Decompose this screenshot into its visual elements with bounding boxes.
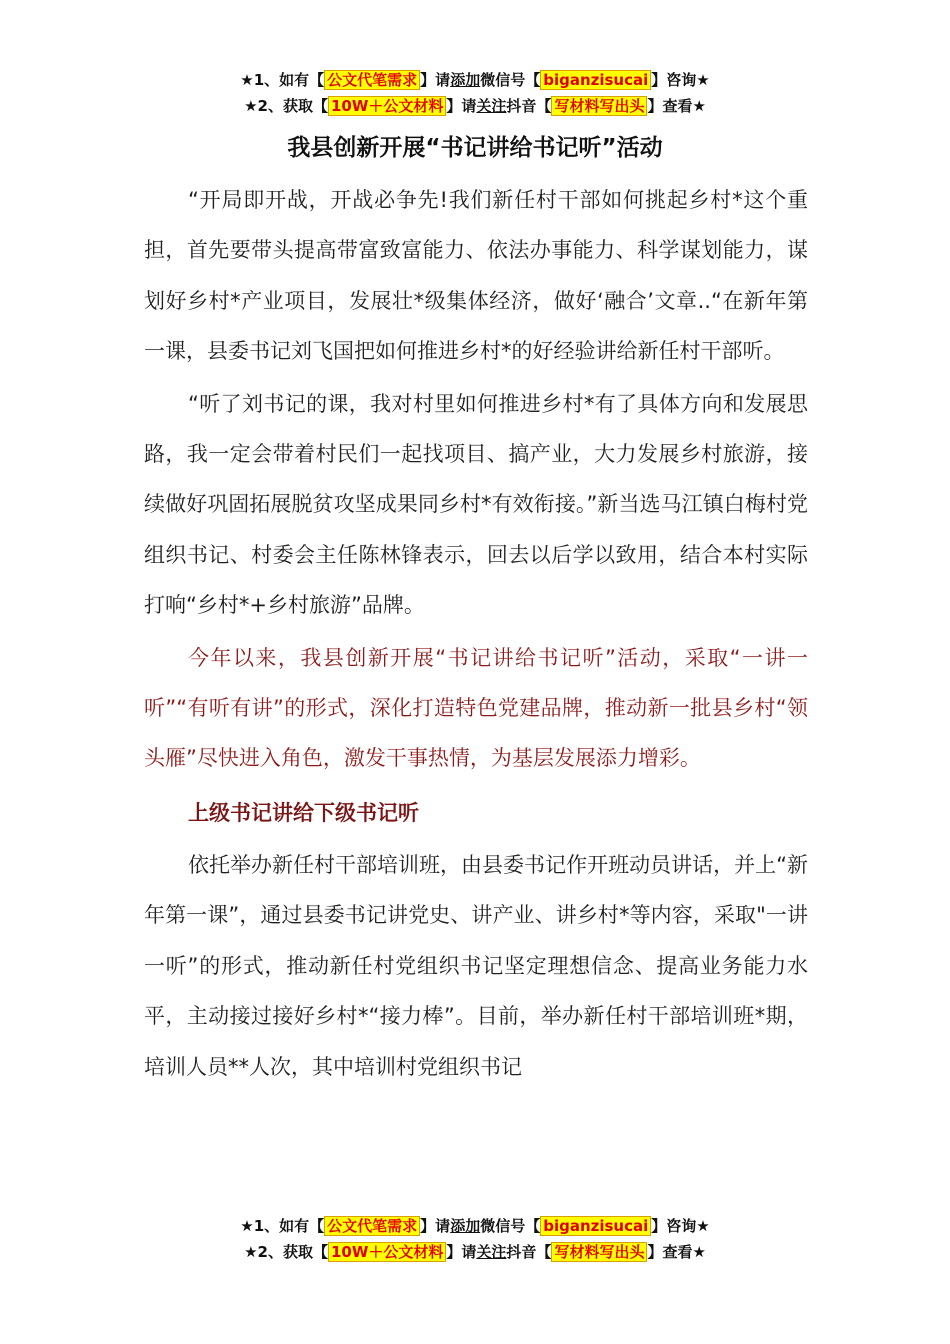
banner-text: 】请: [446, 97, 477, 115]
banner-highlight: 公文代笔需求: [324, 1216, 420, 1236]
banner-text: 微信号【: [480, 71, 541, 89]
banner-line-2: [0, 93, 950, 119]
banner-text: 微信号【: [480, 1217, 541, 1235]
banner-text: ★1、如有【: [240, 1217, 325, 1235]
banner-douyin-id: 写材料写出头: [551, 96, 647, 116]
footer-line-1: [0, 1213, 950, 1239]
footer-banner: [0, 1213, 950, 1265]
banner-text: ★1、如有【: [240, 71, 325, 89]
document-title: 我县创新开展“书记讲给书记听”活动: [287, 135, 663, 161]
banner-text: 】查看★: [647, 97, 706, 115]
banner-text: 】咨询★: [651, 1217, 710, 1235]
banner-highlight: 公文代笔需求: [324, 70, 420, 90]
section-heading-1: 上级书记讲给下级书记听: [188, 800, 419, 825]
header-banner: [0, 67, 950, 119]
banner-text: 】请: [420, 71, 451, 89]
banner-highlight: 10W＋公文材料: [328, 96, 446, 116]
banner-text: 抖音【: [506, 97, 552, 115]
banner-text: 】查看★: [647, 1243, 706, 1261]
banner-text: 】请: [420, 1217, 451, 1235]
banner-text: ★2、获取【: [244, 1243, 328, 1261]
banner-line-1: [0, 67, 950, 93]
banner-wechat-id: biganzisucai: [540, 70, 651, 90]
paragraph-3: 今年以来，我县创新开展“书记讲给书记听”活动，采取“一讲一听”“有听有讲”的形式，深化打造特色党建品牌，推动新一批县乡村“领头雁”尽快进入角色，激发干事热情，为基层发展添力增彩。: [144, 645, 808, 771]
banner-text: 】请: [446, 1243, 477, 1261]
banner-text: ★2、获取【: [244, 97, 328, 115]
banner-wechat-id: biganzisucai: [540, 1216, 651, 1236]
paragraph-1: “开局即开战，开战必争先!我们新任村干部如何挑起乡村*这个重担，首先要带头提高带富致富能力、依法办事能力、科学谋划能力，谋划好乡村*产业项目，发展壮*级集体经济，做好‘融合’文章..“在新年第一课，县委书记刘飞国把如何推进乡村*的好经验讲给新任村干部听。: [144, 188, 808, 364]
banner-text: 】咨询★: [651, 71, 710, 89]
banner-underline: 关注: [476, 97, 507, 115]
paragraph-4: 依托举办新任村干部培训班，由县委书记作开班动员讲话，并上“新年第一课”，通过县委书记讲党史、讲产业、讲乡村*等内容，采取"一讲一听”的形式，推动新任村党组织书记坚定理想信念、提高业务能力水平，主动接过接好乡村*“接力棒”。目前，举办新任村干部培训班*期，培训人员**人次，其中培训村党组织书记: [144, 852, 808, 1079]
document-body: [144, 175, 808, 1094]
banner-highlight: 10W＋公文材料: [328, 1242, 446, 1262]
banner-underline: 添加: [450, 1217, 481, 1235]
banner-douyin-id: 写材料写出头: [551, 1242, 647, 1262]
paragraph-2: “听了刘书记的课，我对村里如何推进乡村*有了具体方向和发展思路，我一定会带着村民们一起找项目、搞产业，大力发展乡村旅游，接续做好巩固拓展脱贫攻坚成果同乡村*有效衔接。”新当选马江镇白梅村党组织书记、村委会主任陈林锋表示，回去以后学以致用，结合本村实际打响“乡村*+乡村旅游”品牌。: [144, 391, 808, 618]
banner-text: 抖音【: [506, 1243, 552, 1261]
banner-underline: 添加: [450, 71, 481, 89]
banner-underline: 关注: [476, 1243, 507, 1261]
footer-line-2: [0, 1239, 950, 1265]
